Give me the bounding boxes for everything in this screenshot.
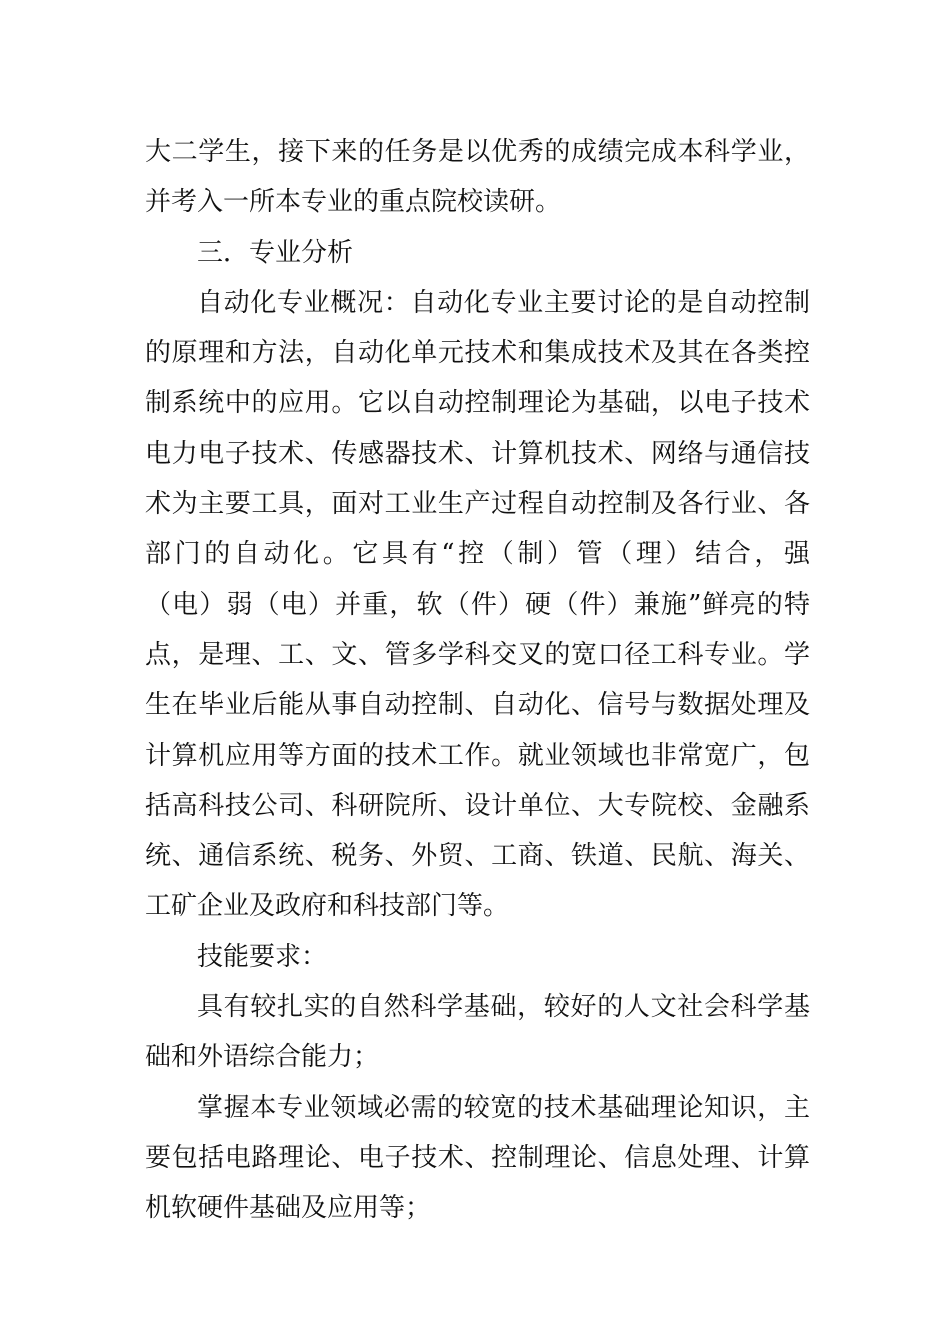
text-line: （电）弱（电）并重，软（件）硬（件）兼施”鲜亮的特 [145,589,810,620]
text-line: 电力电子技术、传感器技术、计算机技术、网络与通信技 [145,438,810,469]
text-line: 部门的自动化。它具有“控（制）管（理）结合，强 [145,539,810,570]
text-line: 础和外语综合能力； [145,1042,380,1073]
text-line: 要包括电路理论、电子技术、控制理论、信息处理、计算 [145,1142,810,1173]
text-line: 计算机应用等方面的技术工作。就业领域也非常宽广，包 [145,740,810,771]
text-line: 并考入一所本专业的重点院校读研。 [145,187,562,218]
text-line: 机软硬件基础及应用等； [145,1193,432,1224]
text-line: 技能要求： [197,941,328,972]
document-body-text [145,127,810,1234]
text-line: 括高科技公司、科研院所、设计单位、大专院校、金融系 [145,790,810,821]
text-line: 工矿企业及政府和科技部门等。 [145,891,510,922]
text-line: 术为主要工具，面对工业生产过程自动控制及各行业、各 [145,489,810,520]
text-line: 制系统中的应用。它以自动控制理论为基础，以电子技术 [145,388,810,419]
text-line: 的原理和方法，自动化单元技术和集成技术及其在各类控 [145,338,810,369]
text-line: 自动化专业概况：自动化专业主要讨论的是自动控制 [197,287,810,318]
text-line: 三．专业分析 [197,237,354,268]
text-line: 生在毕业后能从事自动控制、自动化、信号与数据处理及 [145,690,810,721]
text-line: 具有较扎实的自然科学基础，较好的人文社会科学基 [197,992,810,1023]
text-line: 大二学生，接下来的任务是以优秀的成绩完成本科学业， [145,137,810,167]
text-line: 统、通信系统、税务、外贸、工商、铁道、民航、海关、 [145,841,810,872]
text-line: 掌握本专业领域必需的较宽的技术基础理论知识，主 [197,1092,810,1123]
text-line: 点，是理、工、文、管多学科交叉的宽口径工科专业。学 [145,639,810,670]
